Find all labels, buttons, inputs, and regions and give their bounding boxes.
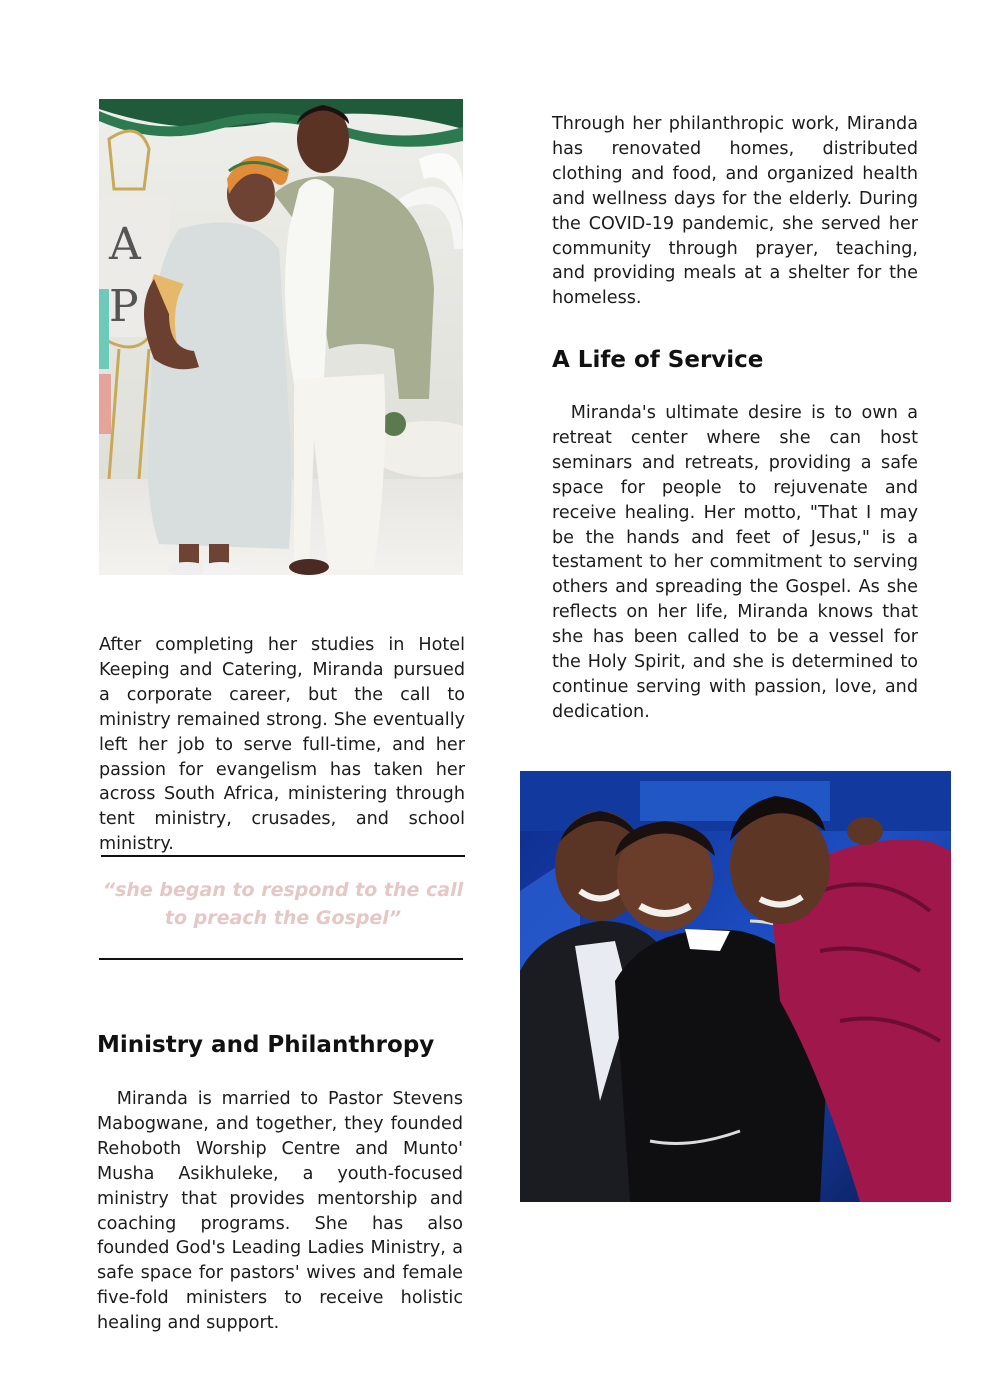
service-heading: A Life of Service (552, 347, 764, 373)
philanthropy-paragraph: Through her philanthropic work, Miranda has renovated homes, distributed clothing and food, and organized health and wellness days for the elderly. During the COVID-19 pandemic, she served her community through prayer, teaching, and providing meals at a shelter for the homeless. (552, 114, 918, 309)
career-paragraph: After completing her studies in Hotel Keeping and Catering, Miranda pursued a corporate career, but the call to ministry remained strong. She eventually left her job to serve full-time, and her passion for evangelism has taken her across South Africa, ministering through tent ministry, crusades, and school ministry. (99, 635, 465, 855)
service-paragraph: Miranda's ultimate desire is to own a retreat center where she can host seminars and retreats, providing a safe space for people to rejuvenate and receive healing. Her motto, "That I may be the hands and feet of Jesus," is a testament to her commitment to serving others and spreading the Gospel. As she reflects on her life, Miranda knows that she has been called to be a vessel for the Holy Spirit, and she is determined to continue serving with passion, love, and dedication. (552, 403, 918, 722)
ministry-heading: Ministry and Philanthropy (97, 1032, 435, 1058)
quote-divider-bottom (99, 958, 463, 960)
svg-text:P: P (109, 281, 139, 332)
svg-text:A: A (109, 219, 141, 270)
ministry-paragraph: Miranda is married to Pastor Stevens Mabogwane, and together, they founded Rehoboth Worship Centre and Munto' Musha Asikhuleke, a youth-focused ministry that provides mentorship and coaching programs. She has also founded God's Leading Ladies Ministry, a safe space for pastors' wives and female five-fold ministers to receive holistic healing and support. (97, 1089, 463, 1334)
quote-divider-top (101, 855, 465, 857)
pull-quote: “she began to respond to the call to preach the Gospel” (102, 879, 464, 929)
family-photo (520, 771, 951, 1202)
couple-photo (99, 99, 463, 575)
